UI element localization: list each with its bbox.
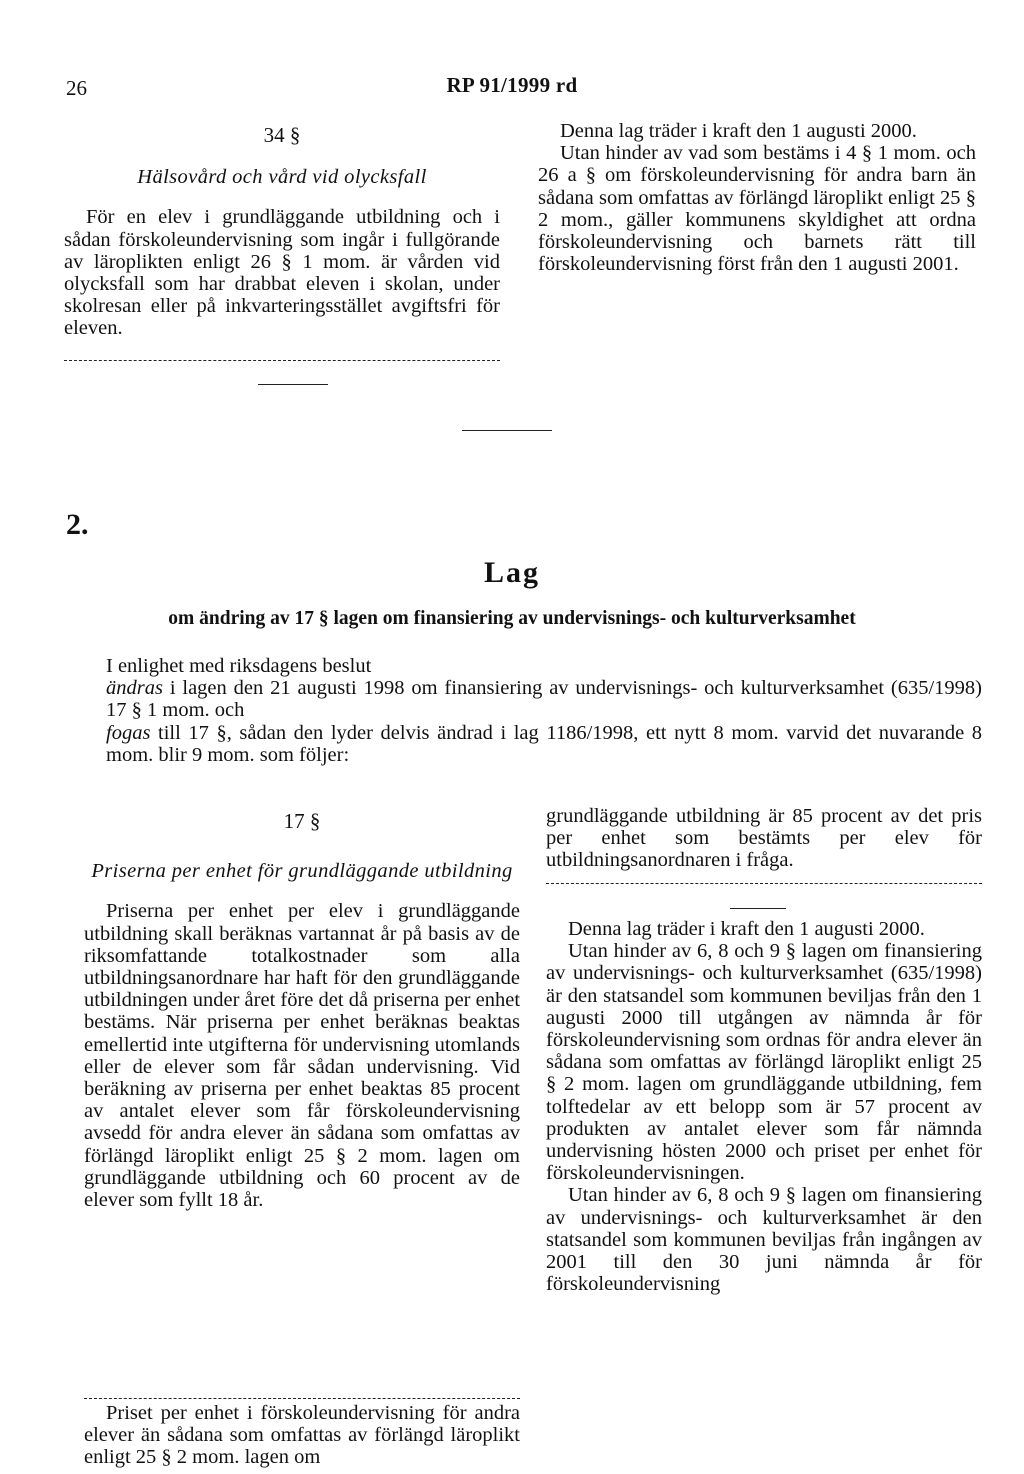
- entry-into-force: Denna lag träder i kraft den 1 augusti 2000.: [568, 918, 925, 940]
- center-rule: [462, 430, 552, 431]
- add-clause: [106, 722, 982, 766]
- entry-into-force: Denna lag träder i kraft den 1 augusti 2000.: [560, 120, 917, 142]
- section-17-column: [84, 810, 520, 1211]
- section-number: 34 §: [263, 123, 301, 147]
- add-keyword: fogas: [106, 721, 151, 744]
- amend-keyword: ändras: [106, 677, 163, 700]
- section-paragraph: Priserna per enhet per elev i grundläggande utbildning skall beräknas vartannat år på basis av de riksomfattande totalkostnader som alla utbildningsanordnare har haft för den grundläggande utbildningen under året före det då priserna per enhet bestäms. När priserna per enhet beräknas beaktas emellertid inte utgifterna för undervisning utomlands eller de elever som får sådan undervisning. Vid beräkning av priserna per enhet beaktas 85 procent av antalet elever som får förskoleundervisning avsedd för andra elever än sådana som omfattas av förlängd läroplikt enligt 25 § 2 mom. lagen om grundläggande utbildning och 60 procent av de elever som fyllt 18 år.: [84, 900, 521, 1212]
- transitional-provision: Utan hinder av 6, 8 och 9 § lagen om finansiering av undervisnings- och kulturverksamhet (635/1998) är den statsandel som kommunen beviljas från den 1 augusti 2000 till utgången av nämnda år för förskoleundervisning som ordnas för andra elever än sådana som omfattas av förlängd läroplikt enligt 25 § 2 mom. lagen om grundläggande utbildning, fem tolftedelar av ett belopp som är 57 procent av produkten av antalet elever som får nämnda undervisning hösten 2000 och priset per enhet för förskoleundervisningen.: [546, 940, 982, 1185]
- amend-clause: [106, 677, 982, 721]
- transitional-provision: Utan hinder av vad som bestäms i 4 § 1 mom. och 26 a § om förskoleundervisning för andra barn än sådana som omfattas av förlängd läroplikt enligt 25 § 2 mom., gäller kommunens skyldighet att ordna förskoleundervisning och barnets rätt till förskoleundervisning först från den 1 augusti 2001.: [538, 142, 976, 276]
- section-34-right-column: [538, 120, 976, 275]
- section-paragraph: För en elev i grundläggande utbildning och i sådan förskoleundervisning som ingår i fullgörande av läroplikten enligt 26 § 1 mom. är vården vid olycksfall som har drabbat eleven i skolan, under skolresan eller på inkvarteringsstället avgiftsfri för eleven.: [64, 206, 500, 340]
- omission-dashes: [546, 883, 982, 884]
- separator-rule: [258, 384, 328, 385]
- law-intro: [106, 655, 982, 766]
- section-paragraph: Priset per enhet i förskoleundervisning för andra elever än sådana som omfattas av förlängd läroplikt enligt 25 § 2 mom. lagen om: [84, 1402, 520, 1469]
- section-title: Hälsovård och vård vid olycksfall: [137, 166, 427, 189]
- running-header: RP 91/1999 rd: [446, 73, 578, 97]
- intro-line: I enlighet med riksdagens beslut: [106, 655, 372, 677]
- transitional-provision: Utan hinder av 6, 8 och 9 § lagen om finansiering av undervisnings- och kulturverksamhet är den statsandel som kommunen beviljas från ingången av 2001 till den 30 juni nämnda år för förskoleundervisning: [546, 1184, 982, 1296]
- law-subtitle: om ändring av 17 § lagen om finansiering av undervisnings- och kulturverksamhet: [168, 608, 856, 629]
- separator-rule: [730, 908, 786, 909]
- law-title: Lag: [483, 556, 540, 589]
- omission-dashes: [84, 1398, 520, 1399]
- add-text: till 17 §, sådan den lyder delvis ändrad i lag 1186/1998, ett nytt 8 mom. varvid det nuvarande 8 mom. blir 9 mom. som följer:: [106, 721, 982, 766]
- amend-text: i lagen den 21 augusti 1998 om finansiering av undervisnings- och kulturverksamhet (635/1998) 17 § 1 mom. och: [106, 677, 982, 722]
- page-number: 26: [66, 76, 87, 100]
- section-17-right-column: [546, 805, 982, 872]
- item-number: 2.: [66, 508, 89, 541]
- section-number: 17 §: [283, 809, 321, 833]
- section-title: Priserna per enhet för grundläggande utbildning: [91, 860, 513, 883]
- section-34-column: [64, 124, 500, 340]
- continuation-text: grundläggande utbildning är 85 procent av det pris per enhet som bestämts per elev för utbildningsanordnaren i fråga.: [546, 805, 982, 872]
- omission-dashes: [64, 360, 500, 361]
- section-17-continued: [84, 1402, 520, 1469]
- section-17-provisions: [546, 918, 982, 1295]
